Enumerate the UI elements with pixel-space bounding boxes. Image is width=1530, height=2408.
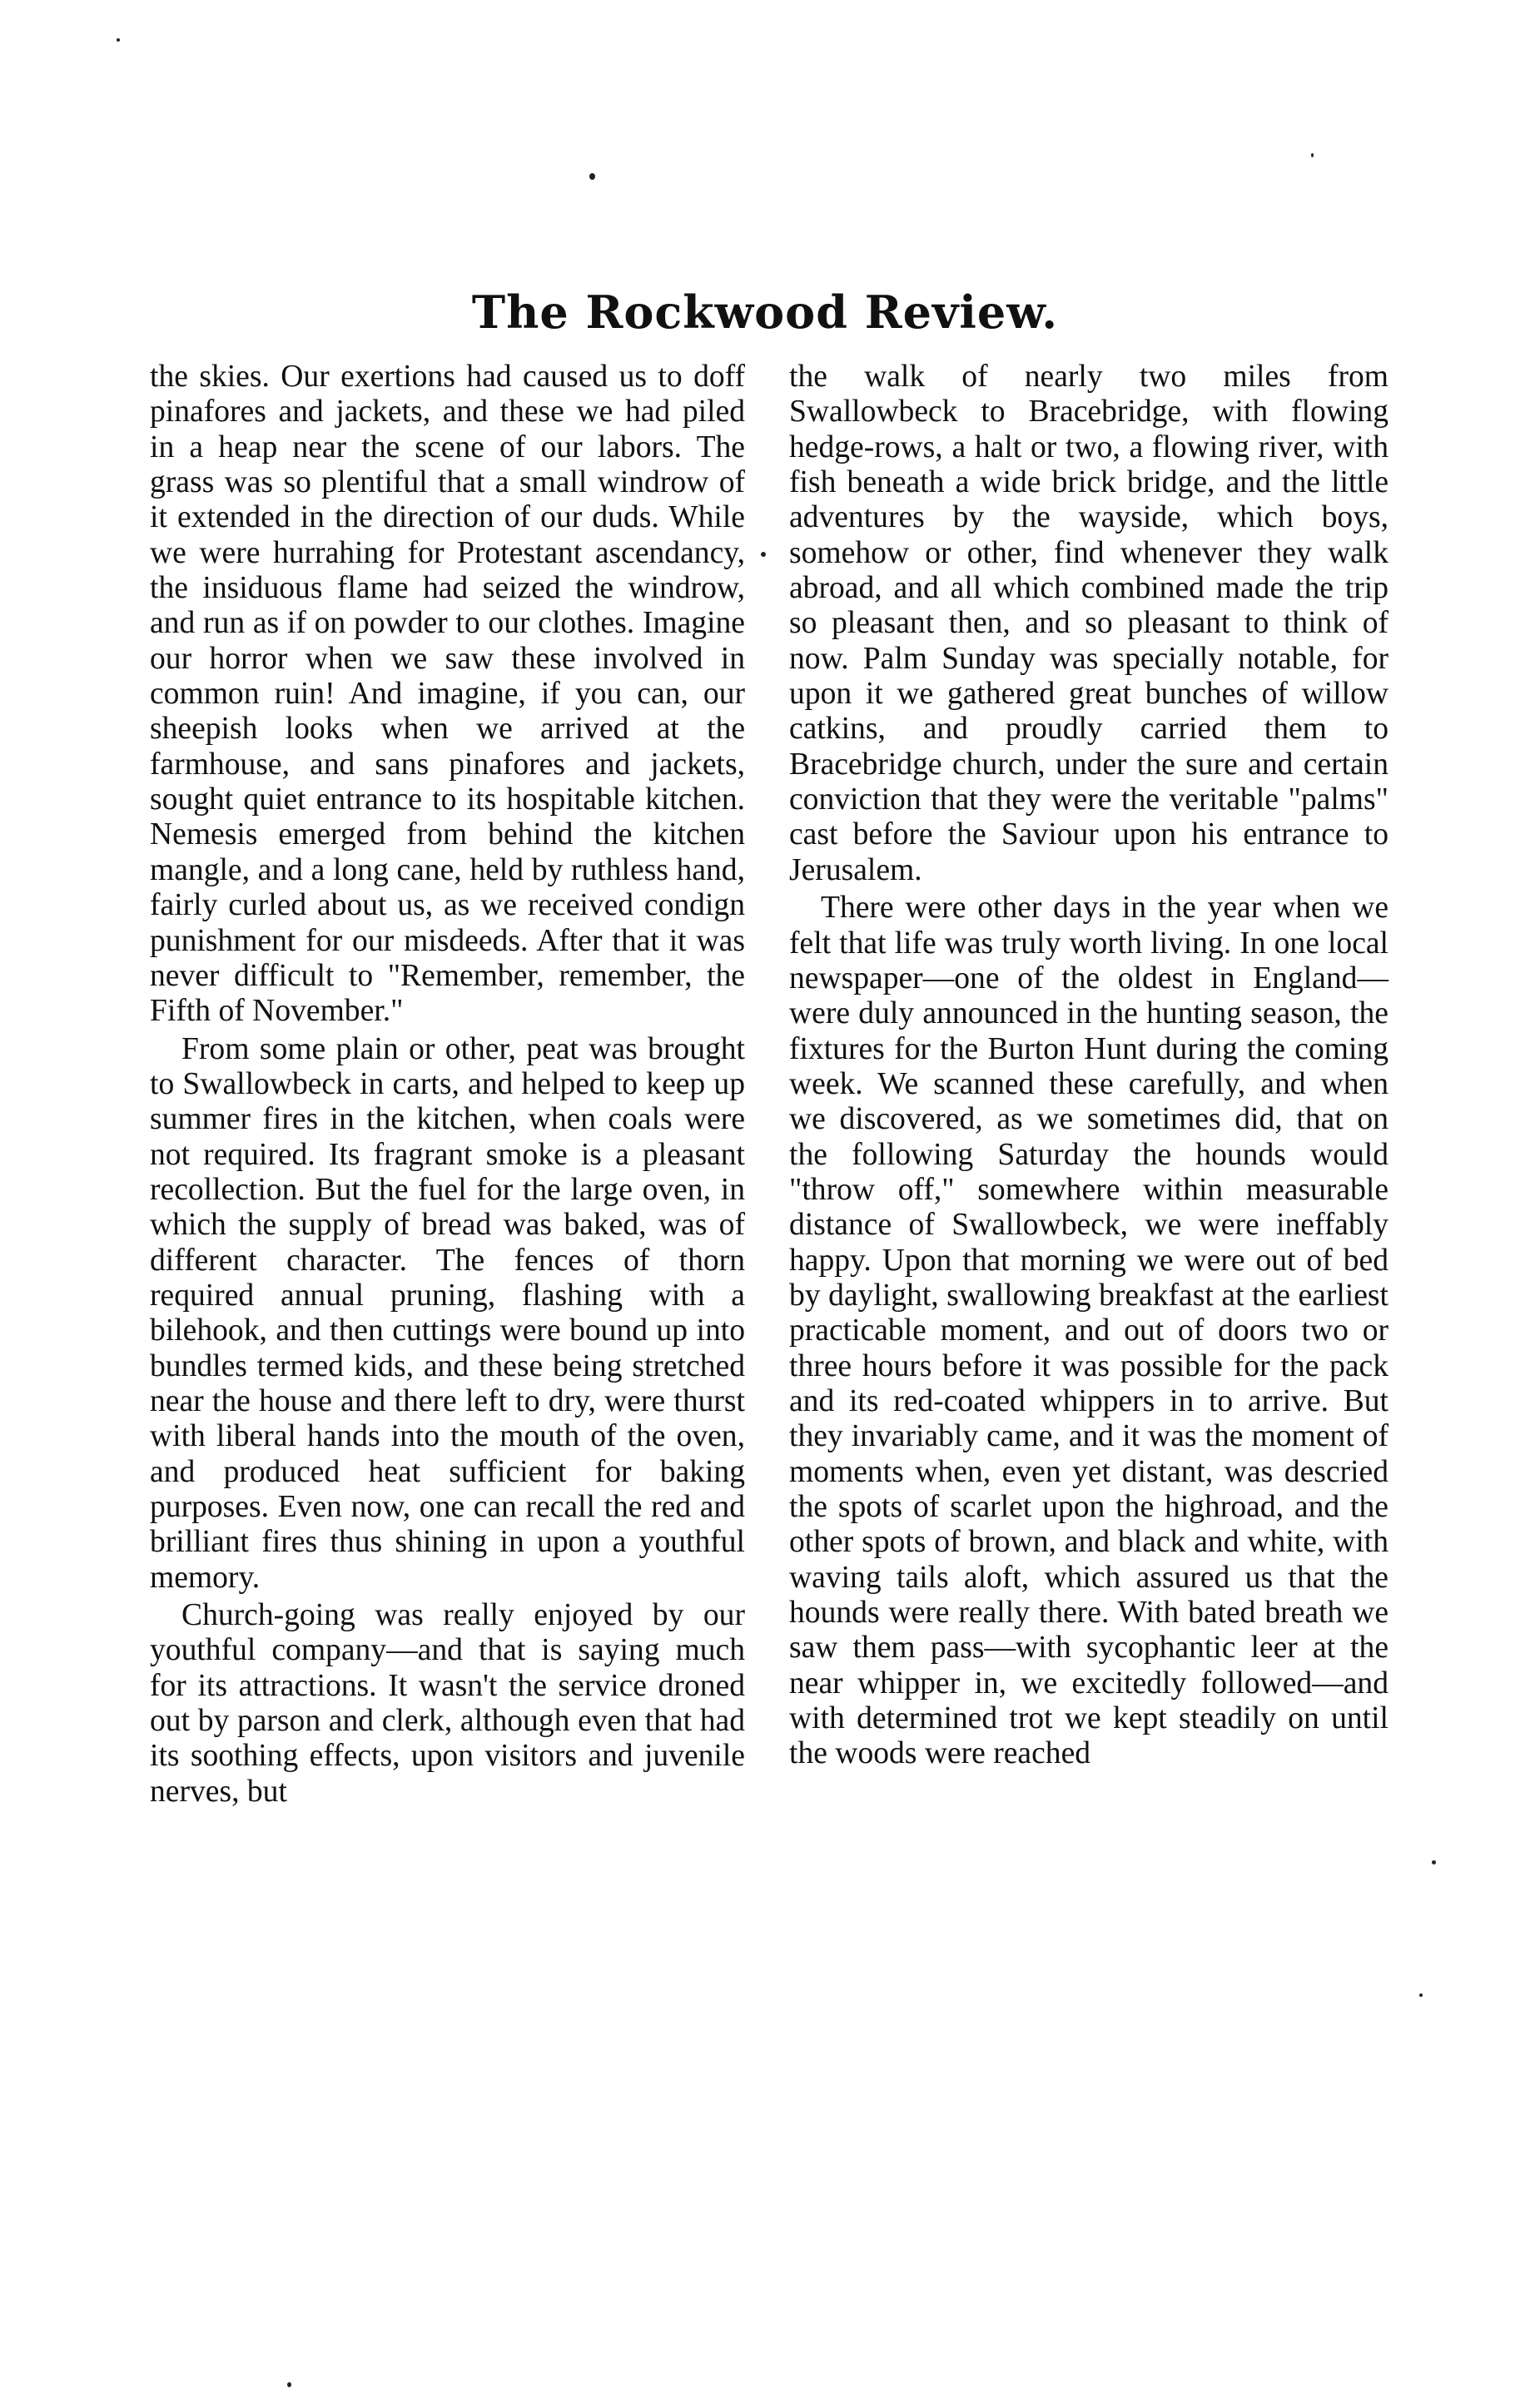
paragraph: There were other days in the year when we felt that life was truly worth living. In one local newspaper—one of the oldest in England—were duly announced in the hunting season, the fixtures for the Burton Hunt during the coming week. We scanned these carefully, and when we discovered, as we sometimes did, that on the following Saturday the hounds would "throw off," somewhere within measurable distance of Swallowbeck, we were ineffably happy. Upon that morning we were out of bed by daylight, swallowing breakfast at the earliest practicable moment, and out of doors two or three hours before it was possible for the pack and its red-coated whippers in to arrive. But they invariably came, and it was the moment of moments when, even yet distant, was descried the spots of scarlet upon the highroad, and the other spots of brown, and black and white, with waving tails aloft, which assured us that the hounds were really there. With bated breath we saw them pass—with sycophantic leer at the near whipper in, we excitedly followed—and with determined trot we kept steadily on until the woods were reached xyxy=(789,891,1388,1771)
print-speck xyxy=(761,552,766,557)
paragraph: Church-going was really enjoyed by our youthful company—and that is saying much for its attractions. It wasn't the service droned out by parson and clerk, although even that had its soothing effects, upon visitors and juvenile nerves, but xyxy=(150,1598,745,1809)
paragraph: the walk of nearly two miles from Swallowbeck to Bracebridge, with flowing hedge-rows, a halt or two, a flowing river, with fish beneath a wide brick bridge, and the little adventures by the wayside, which boys, somehow or other, find whenever they walk abroad, and all which combined made the trip so pleasant then, and so pleasant to think of now. Palm Sunday was specially notable, for upon it we gathered great bunches of willow catkins, and proudly carried them to Bracebridge church, under the sure and certain conviction that they were the veritable "palms" cast before the Saviour upon his entrance to Jerusalem. xyxy=(789,360,1388,887)
page-title: The Rockwood Review. xyxy=(471,285,1059,339)
print-speck xyxy=(1419,1993,1423,1997)
print-speck xyxy=(1432,1860,1436,1864)
print-speck xyxy=(287,2382,291,2387)
paragraph: the skies. Our exertions had caused us to doff pinafores and jackets, and these we had piled in a heap near the scene of our labors. The grass was so plentiful that a small windrow of it extended in the direction of our duds. While we were hurrahing for Protestant ascendancy, the insiduous flame had seized the windrow, and run as if on powder to our clothes. Imagine our horror when we saw these involved in common ruin! And imagine, if you can, our sheepish looks when we arrived at the farmhouse, and sans pinafores and jackets, sought quiet entrance to its hospitable kitchen. Nemesis emerged from behind the kitchen mangle, and a long cane, held by ruthless hand, fairly curled about us, as we received condign punishment for our misdeeds. After that it was never difficult to "Remember, remember, the Fifth of November." xyxy=(150,360,745,1029)
print-speck xyxy=(589,173,595,180)
text-column-right xyxy=(789,360,1388,1772)
text-column-left xyxy=(150,360,745,1810)
print-speck xyxy=(117,38,120,42)
print-speck xyxy=(1311,153,1314,157)
paragraph: From some plain or other, peat was brought to Swallowbeck in carts, and helped to keep up summer fires in the kitchen, when coals were not required. Its fragrant smoke is a pleasant recollection. But the fuel for the large oven, in which the supply of bread was baked, was of different character. The fences of thorn required annual pruning, flashing with a bilehook, and then cuttings were bound up into bundles termed kids, and these being stretched near the house and there left to dry, were thurst with liberal hands into the mouth of the oven, and produced heat sufficient for baking purposes. Even now, one can recall the red and brilliant fires thus shining in upon a youthful memory. xyxy=(150,1031,745,1595)
